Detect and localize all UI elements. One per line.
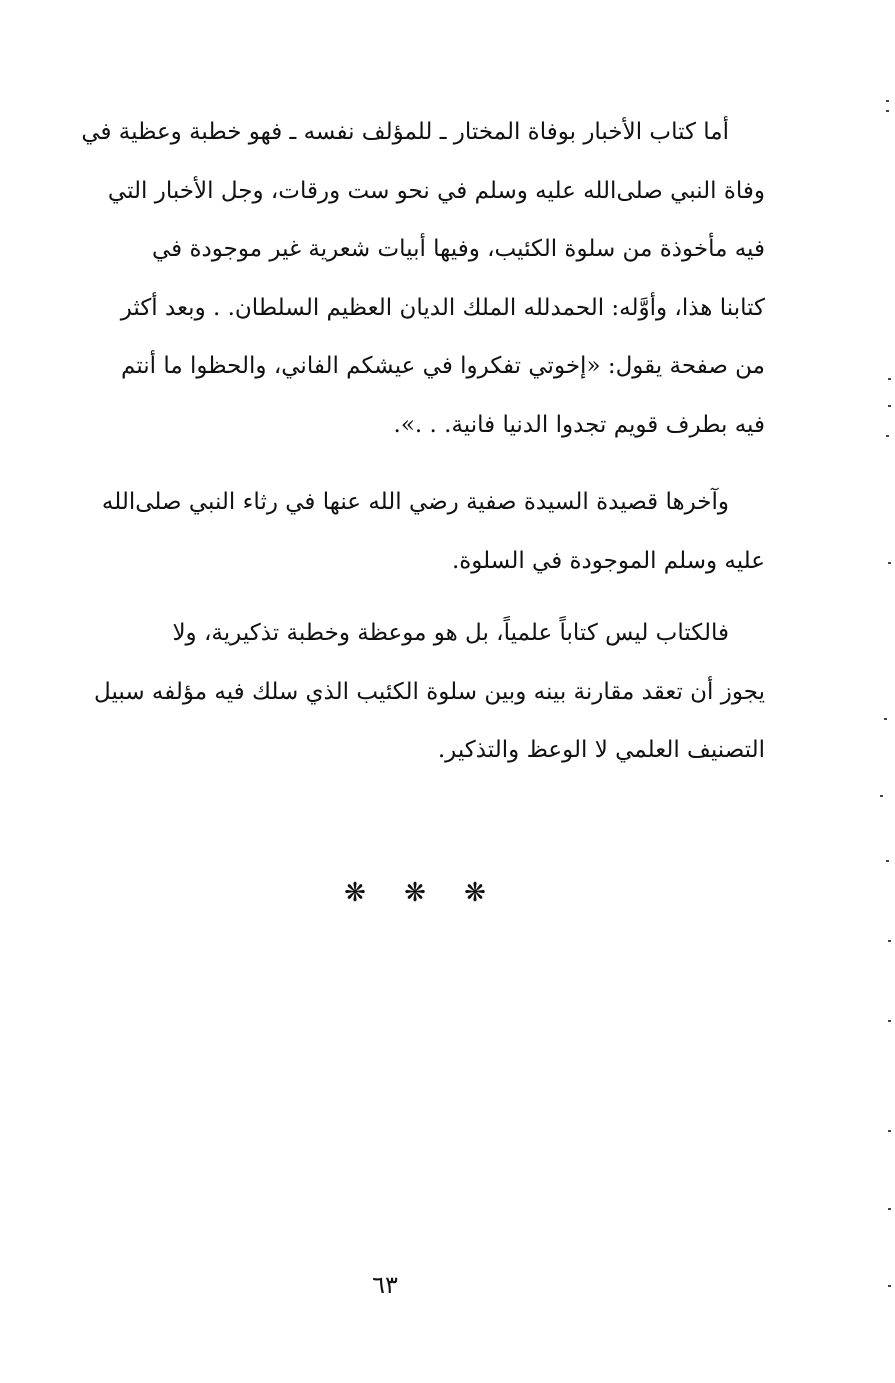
scan-artifact [888, 1208, 891, 1210]
paragraph-1-line-6: فيه بطرف قويم تجدوا الدنيا فانية. . .». [393, 411, 765, 438]
scan-artifact [888, 1130, 891, 1132]
scan-artifact [886, 435, 889, 437]
scan-artifact [886, 860, 889, 862]
scan-artifact [888, 1285, 891, 1287]
scan-artifact [884, 718, 887, 720]
scan-artifact [888, 562, 891, 564]
asterism-icon: ❋ [344, 878, 366, 908]
paragraph-3-line-2: يجوز أن تعقد مقارنة بينه وبين سلوة الكئيب الذي سلك فيه مؤلفه سبيل [94, 678, 765, 705]
scan-artifact [888, 940, 891, 942]
paragraph-2 [68, 473, 765, 590]
paragraph-1-line-5: من صفحة يقول: «إخوتي تفكروا في عيشكم الفاني، والحظوا ما أنتم [121, 353, 765, 379]
paragraph-1-line-2: وفاة النبي صلى‌الله عليه وسلم في نحو ست ورقات، وجل الأخبار التي [107, 177, 765, 204]
paragraph-2-line-2: عليه وسلم الموجودة في السلوة. [451, 547, 765, 574]
asterism-icon: ❋ [404, 878, 426, 908]
paragraph-2-line-1: وآخرها قصيدة السيدة صفية رضي الله عنها في رثاء النبي صلى‌الله [101, 489, 729, 515]
scan-artifact [880, 795, 883, 797]
paragraph-3-line-1: فالكتاب ليس كتاباً علمياً، بل هو موعظة وخطبة تذكيرية، ولا [172, 620, 729, 646]
paragraph-3 [68, 604, 765, 780]
page-number: ٦٣ [372, 1271, 398, 1299]
paragraph-3-line-3: التصنيف العلمي لا الوعظ والتذكير. [437, 737, 765, 763]
scan-artifact [888, 378, 891, 380]
scan-artifact [888, 405, 891, 407]
scan-artifact [886, 100, 889, 102]
section-divider-ornament [340, 878, 490, 908]
scan-artifact [886, 110, 889, 112]
paragraph-1-line-4: كتابنا هذا، وأوَّله: الحمدلله الملك الديان العظيم السلطان. . وبعد أكثر [120, 294, 765, 321]
paragraph-1-line-1: أما كتاب الأخبار بوفاة المختار ـ للمؤلف نفسه ـ فهو خطبة وعظية في [81, 119, 729, 145]
paragraph-1-line-3: فيه مأخوذة من سلوة الكئيب، وفيها أبيات شعرية غير موجودة في [152, 236, 765, 262]
asterism-icon: ❋ [464, 878, 486, 908]
scan-artifact [888, 1020, 891, 1022]
paragraph-1 [68, 103, 765, 454]
